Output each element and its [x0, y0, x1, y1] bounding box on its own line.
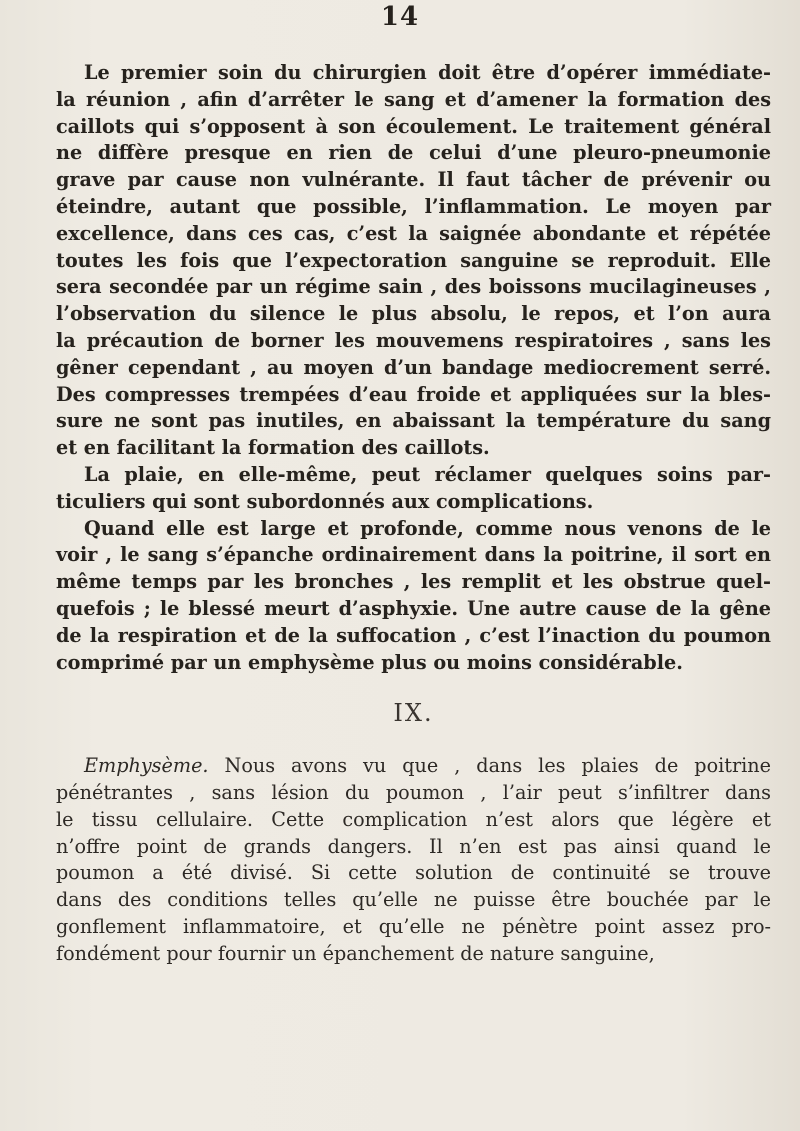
text-line: l’observation du silence le plus absolu, le repos, et l’on aura — [56, 302, 771, 326]
text-line: grave par cause non vulnérante. Il faut tâcher de prévenir ou — [56, 168, 771, 192]
text-line: ne diffère presque en rien de celui d’une pleuro-pneumonie — [56, 141, 771, 165]
text-line: poumon a été divisé. Si cette solution de continuité se trouve — [56, 861, 771, 885]
text-line: toutes les fois que l’expectoration sanguine se reproduit. Elle — [56, 248, 771, 272]
text-line: la précaution de borner les mouvemens respiratoires , sans les — [56, 328, 771, 352]
section-lead-term: Emphysème. — [84, 754, 209, 778]
text-line — [56, 753, 771, 780]
text-line: Quand elle est large et profonde, comme nous venons de le — [84, 516, 771, 540]
text-line: la réunion , afin d’arrêter le sang et d’amener la formation des — [56, 87, 771, 111]
text-line: excellence, dans ces cas, c’est la saignée abondante et répétée — [56, 221, 771, 245]
text-line: pénétrantes , sans lésion du poumon , l’air peut s’infiltrer dans — [56, 780, 771, 804]
body-text — [56, 60, 771, 968]
text-line: fondément pour fournir un épanchement de nature sanguine, — [56, 941, 655, 965]
text-line: caillots qui s’opposent à son écoulement. Le traitement général — [56, 114, 771, 138]
text-line: et en facilitant la formation des caillots. — [56, 436, 490, 460]
text-line: gêner cependant , au moyen d’un bandage mediocrement serré. — [56, 355, 771, 379]
text-line: dans des conditions telles qu’elle ne puisse être bouchée par le — [56, 888, 771, 912]
text-line: sera secondée par un régime sain , des boissons mucilagineuses , — [56, 275, 771, 299]
text-line: sure ne sont pas inutiles, en abaissant la température du sang — [56, 409, 771, 433]
text-line: comprimé par un emphysème plus ou moins considérable. — [56, 650, 683, 674]
text-line: éteindre, autant que possible, l’inflammation. Le moyen par — [56, 194, 771, 218]
text-line: Des compresses trempées d’eau froide et appliquées sur la bles- — [56, 382, 771, 406]
text-line: voir , le sang s’épanche ordinairement dans la poitrine, il sort en — [56, 543, 771, 567]
paragraph-treatment — [56, 60, 771, 462]
text-line: Le premier soin du chirurgien doit être d’opérer immédiate- — [84, 61, 771, 84]
text-line: La plaie, en elle-même, peut réclamer quelques soins par- — [84, 462, 771, 486]
page-number: 14 — [380, 2, 420, 32]
text-line: même temps par les bronches , les remplit et les obstrue quel- — [56, 570, 771, 594]
text-line: le tissu cellulaire. Cette complication n’est alors que légère et — [56, 807, 771, 831]
paragraph-wound — [56, 462, 771, 516]
text-line: gonflement inflammatoire, et qu’elle ne pénètre point assez pro- — [56, 914, 771, 938]
text-line: ticuliers qui sont subordonnés aux complications. — [56, 489, 594, 513]
paragraph-emphysema — [56, 753, 771, 967]
section-first-line: Nous avons vu que , dans les plaies de poitrine — [208, 754, 771, 778]
section-heading: IX. — [393, 699, 434, 728]
paragraph-complications — [56, 516, 771, 677]
text-line: quefois ; le blessé meurt d’asphyxie. Une autre cause de la gêne — [56, 596, 771, 620]
text-line: n’offre point de grands dangers. Il n’en est pas ainsi quand le — [56, 834, 771, 858]
text-line: de la respiration et de la suffocation , c’est l’inaction du poumon — [56, 623, 771, 647]
